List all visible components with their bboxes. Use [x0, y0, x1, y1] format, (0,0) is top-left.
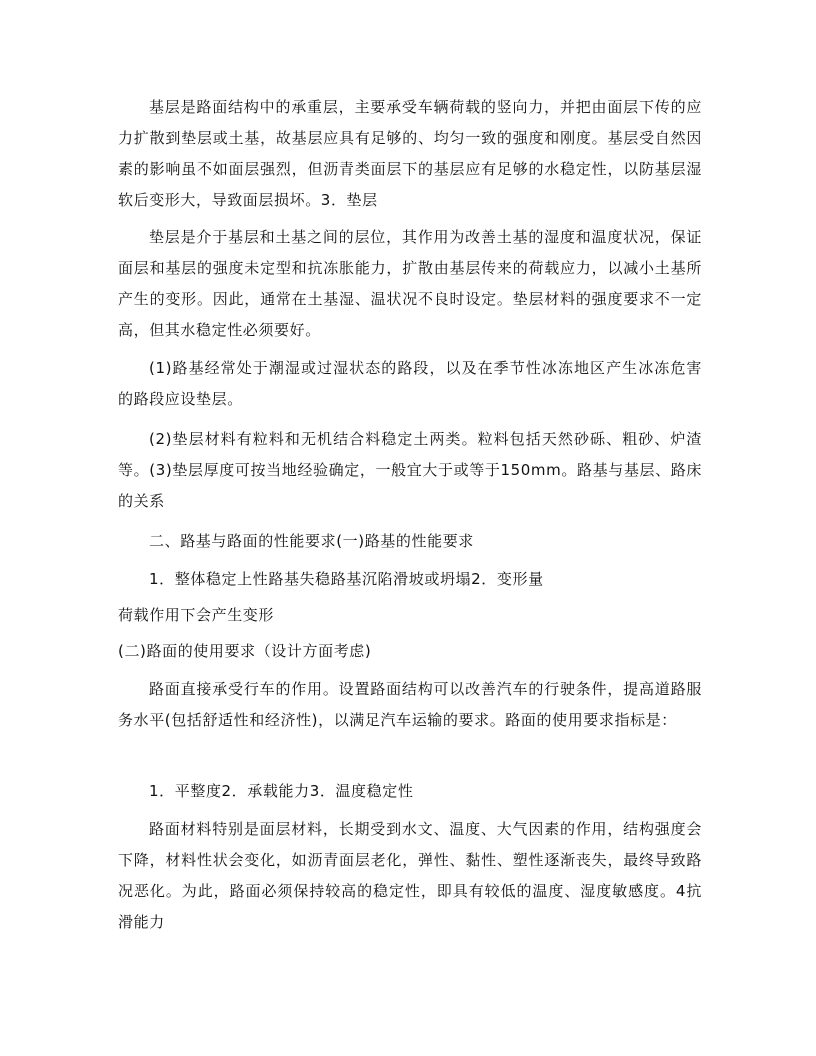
paragraph-cushion-item-1: (1)路基经常处于潮湿或过湿状态的路段，以及在季节性冰冻地区产生冰冻危害的路段应设垫层。: [118, 359, 702, 408]
pavement-requirements-list: 1．平整度2．承载能力3．温度稳定性: [149, 782, 414, 800]
paragraph-cushion-item-2-3: (2)垫层材料有粒料和无机结合料稳定土两类。粒料包括天然砂砾、粗砂、炉渣等。(3)垫层厚度可按当地经验确定，一般宜大于或等于150mm。路基与基层、路床的关系: [118, 430, 702, 510]
paragraph-cushion-layer: 垫层是介于基层和土基之间的层位，其作用为改善土基的湿度和温度状况，保证面层和基层的强度未定型和抗冻胀能力，扩散由基层传来的荷载应力，以减小土基所产生的变形。因此，通常在土基湿、温状况不良时设定。垫层材料的强度要求不一定高，但其水稳定性必须要好。: [118, 228, 702, 339]
subgrade-requirements-list: 1．整体稳定上性路基失稳路基沉陷滑坡或坍塌2．变形量: [149, 570, 544, 588]
section-heading-pavement-use: (二)路面的使用要求（设计方面考虑): [118, 642, 372, 660]
paragraph-stability: 路面材料特别是面层材料，长期受到水文、温度、大气因素的作用，结构强度会下降，材料性状会变化，如沥青面层老化，弹性、黏性、塑性逐渐丧失，最终导致路况恶化。为此，路面必须保持较高的稳定性，即具有较低的温度、湿度敏感度。4抗滑能力: [118, 820, 702, 931]
paragraph-base-layer: 基层是路面结构中的承重层，主要承受车辆荷载的竖向力，并把由面层下传的应力扩散到垫层或土基，故基层应具有足够的、均匀一致的强度和刚度。基层受自然因素的影响虽不如面层强烈，但沥青类面层下的基层应有足够的水稳定性，以防基层湿软后变形大，导致面层损坏。3．垫层: [118, 98, 702, 209]
paragraph-deformation: 荷载作用下会产生变形: [118, 606, 275, 624]
section-heading-performance: 二、路基与路面的性能要求(一)路基的性能要求: [149, 532, 474, 550]
paragraph-pavement-requirements: 路面直接承受行车的作用。设置路面结构可以改善汽车的行驶条件，提高道路服务水平(包括舒适性和经济性)，以满足汽车运输的要求。路面的使用要求指标是：: [118, 680, 702, 729]
